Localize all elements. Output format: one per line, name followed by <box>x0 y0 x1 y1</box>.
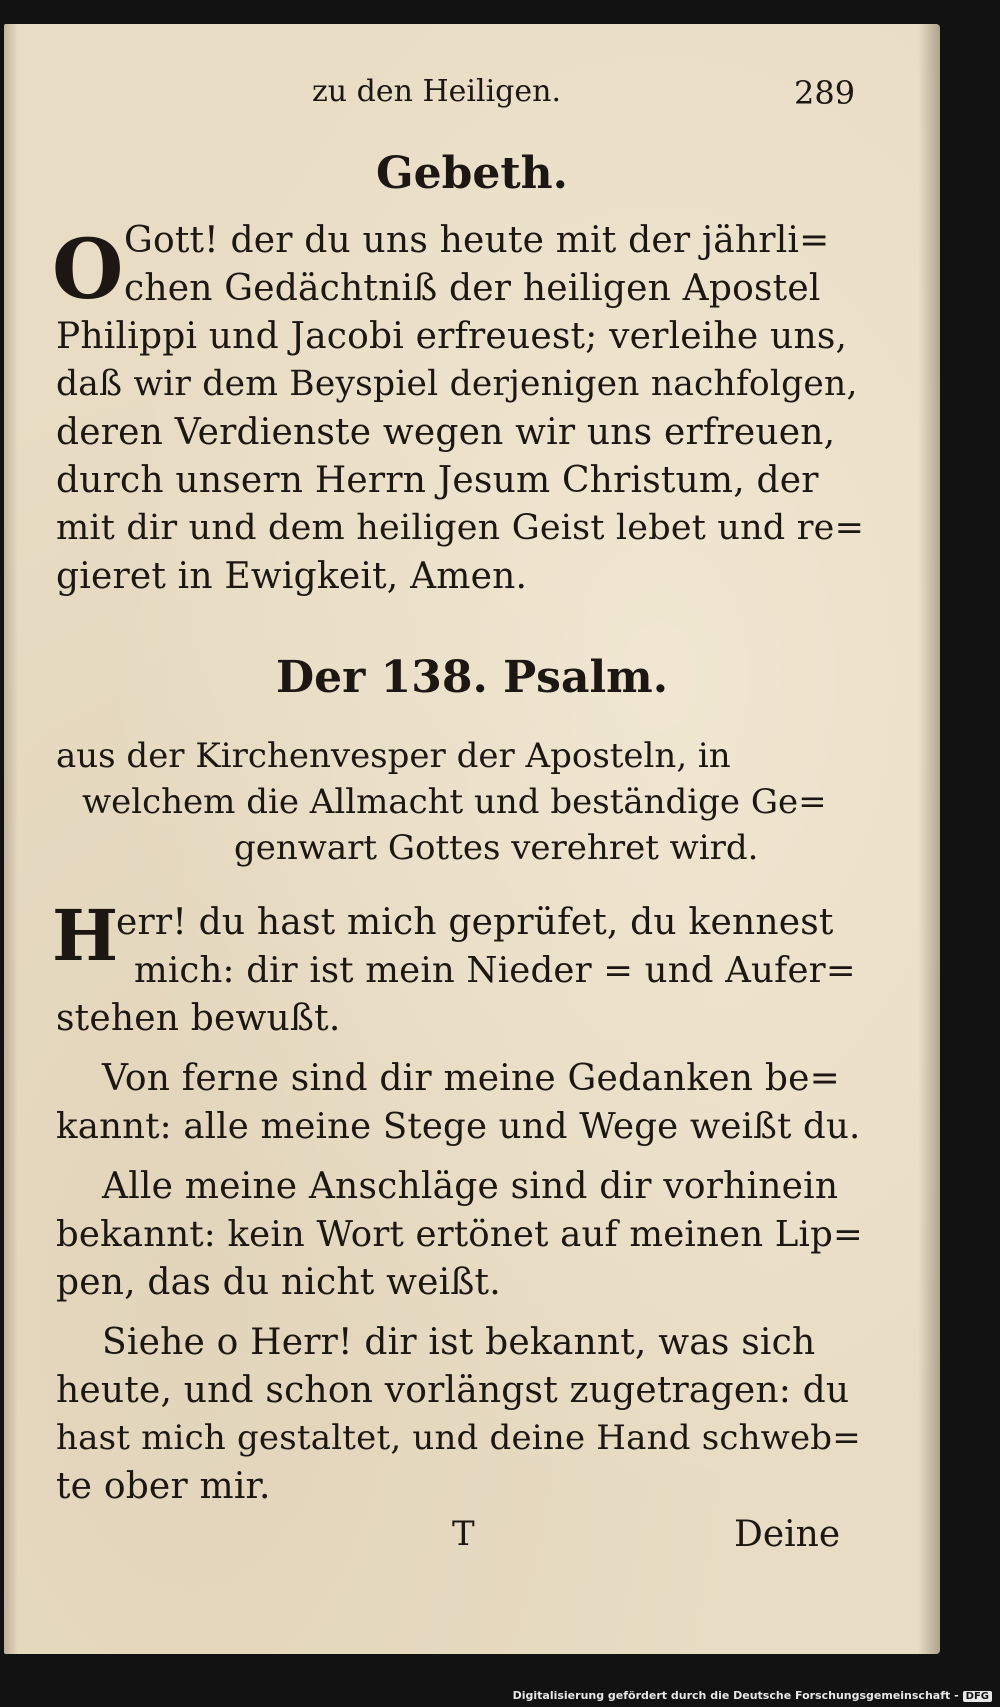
page-edge-shadow <box>918 24 940 1654</box>
psalm-verse-line: mich: dir ist mein Nieder = und Aufer= <box>134 950 856 991</box>
psalm-verse-line: bekannt: kein Wort ertönet auf meinen Lip= <box>56 1214 863 1255</box>
prayer-title: Gebeth. <box>376 148 568 199</box>
psalm-title: Der 138. Psalm. <box>275 652 669 703</box>
psalm-subtitle-line: welchem die Allmacht und beständige Ge= <box>82 782 827 822</box>
prayer-line: deren Verdienste wegen wir uns erfreuen, <box>56 412 836 453</box>
psalm-verse-line: heute, und schon vorlängst zugetragen: du <box>56 1370 850 1411</box>
psalm-subtitle-line: genwart Gottes verehret wird. <box>234 828 759 868</box>
psalm-verse-line: Alle meine Anschläge sind dir vorhinein <box>102 1166 839 1207</box>
digitization-credit <box>513 1689 992 1702</box>
psalm-subtitle-line: aus der Kirchenvesper der Aposteln, in <box>56 736 731 776</box>
prayer-line: daß wir dem Beyspiel derjenigen nachfolgen, <box>56 364 858 404</box>
psalm-verse-line: stehen bewußt. <box>56 998 341 1039</box>
catchword: Deine <box>734 1514 841 1555</box>
psalm-verse-line: pen, das du nicht weißt. <box>56 1262 501 1303</box>
psalm-verse-line: Siehe o Herr! dir ist bekannt, was sich <box>102 1322 816 1363</box>
prayer-line: mit dir und dem heiligen Geist lebet und re= <box>56 508 865 548</box>
psalm-verse-line: err! du hast mich geprüfet, du kennest <box>116 902 834 943</box>
psalm-verse-line: hast mich gestaltet, und deine Hand schweb= <box>56 1418 861 1458</box>
psalm-dropcap: H <box>52 894 119 977</box>
book-page <box>4 24 940 1654</box>
prayer-line: durch unsern Herrn Jesum Christum, der <box>56 460 819 501</box>
prayer-dropcap: O <box>52 222 124 318</box>
psalm-verse-line: te ober mir. <box>56 1466 271 1507</box>
prayer-line: Gott! der du uns heute mit der jährli= <box>124 220 830 261</box>
dfg-logo: DFG <box>963 1691 992 1702</box>
credit-text: Digitalisierung gefördert durch die Deutsche Forschungsgemeinschaft - <box>512 1689 959 1702</box>
prayer-line: chen Gedächtniß der heiligen Apostel <box>124 268 821 309</box>
signature-mark: T <box>452 1514 475 1554</box>
prayer-line: Philippi und Jacobi erfreuest; verleihe uns, <box>56 316 848 357</box>
psalm-verse-line: Von ferne sind dir meine Gedanken be= <box>102 1058 840 1099</box>
page-number: 289 <box>794 74 856 112</box>
prayer-line: gieret in Ewigkeit, Amen. <box>56 556 528 597</box>
psalm-verse-line: kannt: alle meine Stege und Wege weißt du. <box>56 1106 861 1147</box>
running-head: zu den Heiligen. <box>312 74 561 109</box>
spine-shadow <box>4 24 18 1654</box>
